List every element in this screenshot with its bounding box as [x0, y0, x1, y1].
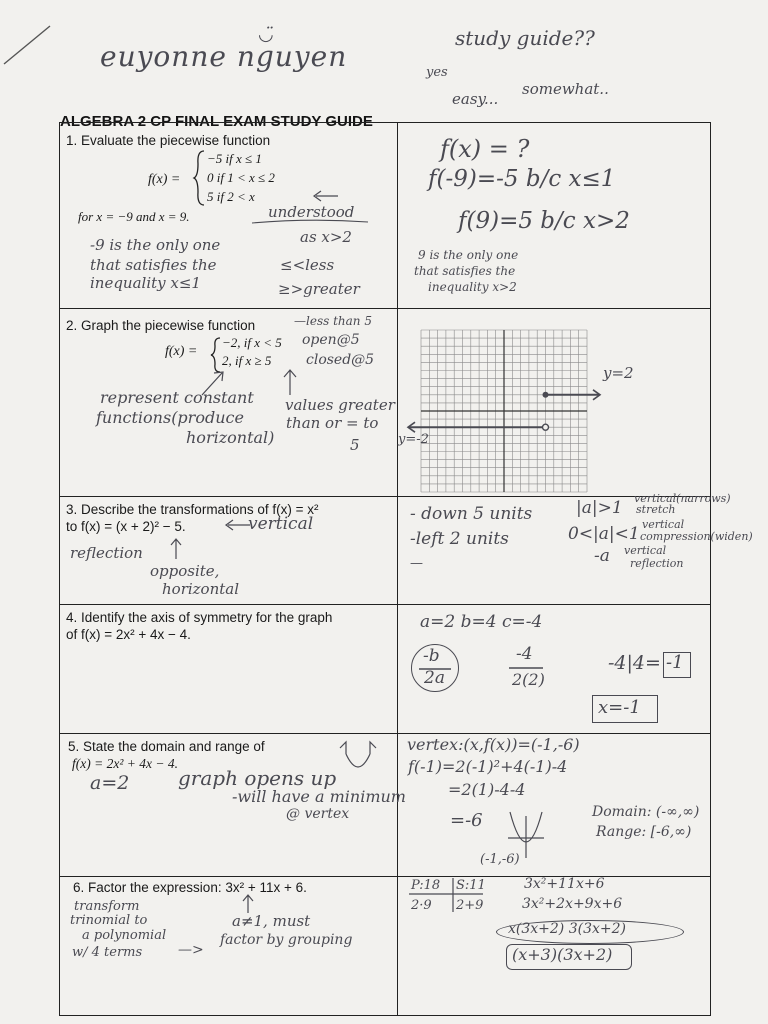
- q6-pair: 2·9: [411, 898, 432, 913]
- open-endpoint: [543, 424, 549, 430]
- q4-simplify: -4|4=: [608, 652, 661, 674]
- q5-vertex-line: vertex:(x,f(x))=(-1,-6): [407, 735, 580, 754]
- q5-prompt-line-2: f(x) = 2x² + 4x − 4.: [72, 756, 178, 771]
- q1-answer-line-2: f(9)=5 b/c x>2: [458, 208, 630, 234]
- q5-eval-line: f(-1)=2(-1)²+4(-1)-4: [408, 757, 568, 776]
- q6-note-line: a polynomial: [82, 928, 167, 943]
- q2-values-line: than or = to: [286, 414, 379, 432]
- q5-vertex-point: (-1,-6): [480, 852, 520, 867]
- q2-note-line: functions(produce: [96, 408, 244, 427]
- q3-opposite-note: opposite,: [150, 562, 220, 580]
- q1-for-values: for x = −9 and x = 9.: [78, 209, 190, 224]
- q6-note-line: w/ 4 terms: [72, 945, 143, 960]
- q3-vertical-reflection-line: vertical: [624, 544, 667, 557]
- q3-arrow-up: [168, 537, 184, 561]
- q4-final-answer: x=-1: [598, 697, 641, 718]
- q5-eval-line: =2(1)-4-4: [448, 780, 526, 799]
- q1-fx-label: f(x) =: [148, 172, 181, 187]
- row-divider: [59, 604, 711, 605]
- q2-note-line: represent constant: [100, 388, 254, 407]
- q1-answer-fx: f(x) = ?: [440, 135, 530, 163]
- q6-step-3: x(3x+2) 3(3x+2): [508, 921, 626, 937]
- q3-a-greater-1: |a|>1: [576, 498, 623, 518]
- q2-fx-label: f(x) =: [165, 344, 198, 359]
- q6-note-line: trinomial to: [70, 913, 148, 928]
- q1-note-greater: ≥>greater: [278, 280, 360, 298]
- q3-vertical-compression-line: vertical: [642, 518, 685, 531]
- yes-note: yes: [426, 65, 448, 80]
- q5-a-value: a=2: [90, 772, 130, 794]
- q1-arrow-doodle: [310, 190, 340, 204]
- row-divider: [59, 733, 711, 734]
- q4-sub-numerator: -4: [516, 644, 533, 664]
- q1-case-3: 5 if 2 < x: [207, 189, 255, 204]
- q3-vertical-stretch-line: vertical(narrows): [634, 492, 731, 505]
- row-divider: [59, 876, 711, 877]
- q3-neg-a: -a: [594, 546, 610, 566]
- q1-answer-note-line: inequality x>2: [428, 280, 517, 294]
- q1-left-note-line: that satisfies the: [90, 256, 217, 274]
- q3-reflection-note: reflection: [70, 544, 143, 562]
- q6-step-1: 3x²+11x+6: [524, 876, 605, 892]
- q6-a-not-one: a≠1, must: [232, 912, 311, 930]
- somewhat-note: somewhat..: [522, 80, 609, 98]
- q2-arrow-up: [280, 367, 300, 397]
- q1-answer-line-1: f(-9)=-5 b/c x≤1: [428, 166, 616, 192]
- q1-note-x2: as x>2: [300, 228, 352, 246]
- q3-answer-dash: —: [410, 556, 423, 571]
- q6-arrow: —>: [178, 942, 204, 958]
- q3-vertical-compression-line: compression(widen): [640, 530, 753, 543]
- q3-answer-left: -left 2 units: [410, 529, 509, 549]
- student-name: euyonne nguyen: [100, 40, 348, 73]
- q3-vertical-reflection-line: reflection: [630, 557, 684, 570]
- q4-prompt-line-1: 4. Identify the axis of symmetry for the graph: [66, 610, 333, 625]
- q6-final-answer: (x+3)(3x+2): [512, 945, 613, 964]
- q3-prompt-line-2: to f(x) = (x + 2)² − 5.: [66, 519, 186, 534]
- q5-eval-result: =-6: [450, 810, 483, 831]
- q5-parabola-doodle: [338, 740, 378, 774]
- q3-prompt-line-1: 3. Describe the transformations of f(x) = x²: [66, 502, 319, 517]
- page-title: ALGEBRA 2 CP FINAL EXAM STUDY GUIDE: [60, 113, 373, 130]
- q6-note-line: transform: [74, 899, 140, 914]
- q4-result-value: -1: [666, 652, 684, 673]
- q1-prompt: 1. Evaluate the piecewise function: [66, 133, 271, 148]
- q4-formula-denominator: 2a: [424, 668, 445, 688]
- q5-vertex-note: @ vertex: [286, 806, 350, 822]
- q5-minimum-note: -will have a minimum: [232, 787, 406, 806]
- study-guide-question: study guide??: [455, 26, 595, 50]
- q4-sub-denominator: 2(2): [512, 670, 545, 689]
- q3-a-between: 0<|a|<1: [568, 524, 640, 544]
- q3-vertical-stretch-line: stretch: [636, 503, 676, 516]
- q1-case-2: 0 if 1 < x ≤ 2: [207, 170, 275, 185]
- q2-case-1: −2, if x < 5: [222, 335, 282, 350]
- q2-closed-note: closed@5: [306, 352, 375, 368]
- q1-note-understood: understood: [268, 203, 355, 221]
- q1-note-less: ≤<less: [280, 256, 335, 274]
- q1-answer-note-line: 9 is the only one: [418, 248, 519, 262]
- q1-left-note-line: inequality x≤1: [90, 274, 201, 292]
- q2-label-y-neg2: y=-2: [398, 432, 429, 447]
- q3-answer-down: - down 5 units: [410, 504, 533, 524]
- q6-sum: S:11: [456, 878, 486, 893]
- q2-note-less-than: —less than 5: [294, 314, 372, 328]
- q2-coordinate-grid: [421, 330, 587, 492]
- q2-case-2: 2, if x ≥ 5: [222, 353, 272, 368]
- q6-factor-by-grouping: factor by grouping: [220, 932, 353, 948]
- q1-left-note-line: -9 is the only one: [90, 236, 221, 254]
- q5-opens-note: graph opens up: [178, 766, 337, 790]
- q5-prompt-line-1: 5. State the domain and range of: [68, 739, 265, 754]
- q6-pair-sum: 2+9: [456, 898, 484, 913]
- corner-pen-mark: [0, 20, 60, 70]
- q3-arrow-left: [222, 519, 252, 533]
- q6-prompt: 6. Factor the expression: 3x² + 11x + 6.: [73, 880, 307, 895]
- q5-domain: Domain: (-∞,∞): [592, 804, 700, 820]
- q5-range: Range: [-6,∞): [596, 824, 692, 840]
- q2-values-line: 5: [350, 436, 360, 454]
- q2-values-line: values greater: [285, 396, 395, 414]
- q1-case-1: −5 if x ≤ 1: [207, 151, 262, 166]
- q4-abc-values: a=2 b=4 c=-4: [420, 612, 543, 632]
- row-divider: [59, 308, 711, 309]
- q2-note-line: horizontal): [186, 428, 275, 447]
- q2-label-y2: y=2: [603, 364, 634, 382]
- q2-open-note: open@5: [302, 332, 360, 348]
- column-divider: [397, 122, 398, 1016]
- q1-brace: [194, 150, 206, 206]
- q1-answer-note-line: that satisfies the: [414, 264, 516, 278]
- q2-prompt: 2. Graph the piecewise function: [66, 318, 256, 333]
- easy-note: easy...: [452, 90, 499, 108]
- smiley-doodle: ◡̈: [258, 24, 274, 45]
- q4-formula-numerator: -b: [423, 646, 440, 666]
- closed-endpoint: [543, 392, 549, 398]
- q3-horizontal-note: horizontal: [162, 580, 240, 598]
- q3-vertical-note: vertical: [248, 514, 314, 534]
- q6-product: P:18: [411, 878, 441, 893]
- q6-step-2: 3x²+2x+9x+6: [522, 896, 623, 912]
- q4-prompt-line-2: of f(x) = 2x² + 4x − 4.: [66, 627, 191, 642]
